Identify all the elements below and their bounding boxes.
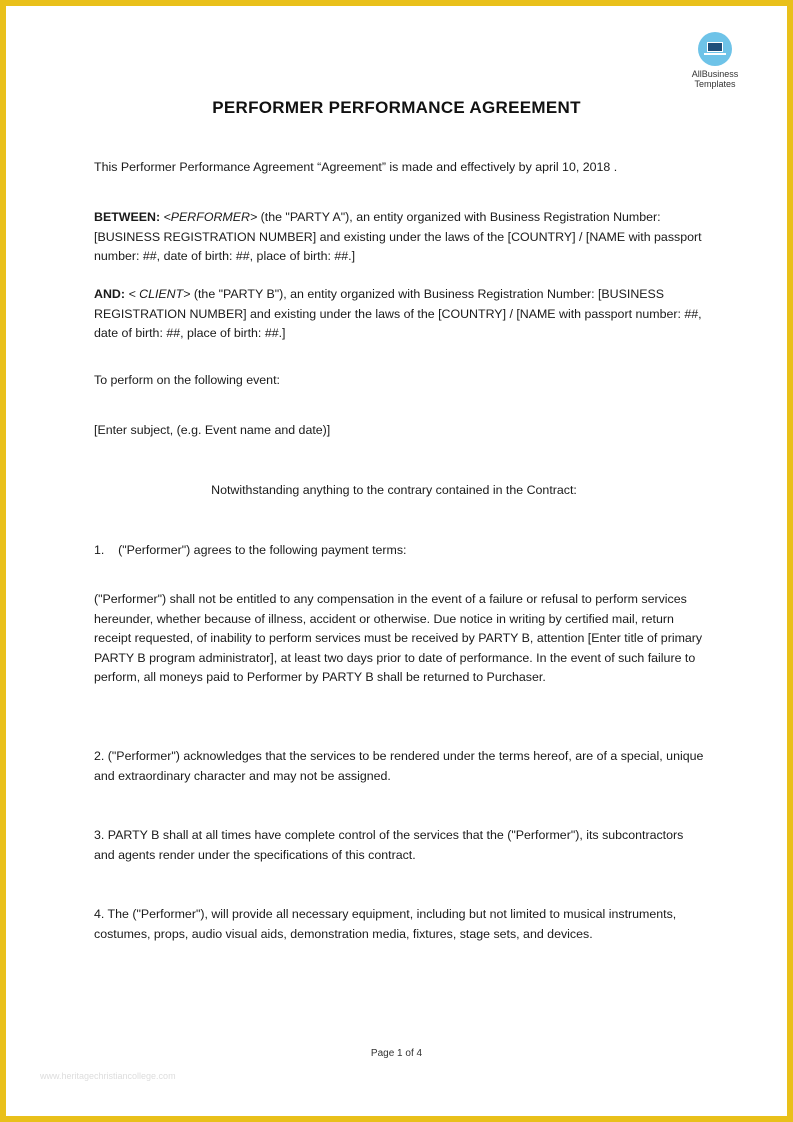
between-label: BETWEEN: (94, 210, 161, 224)
between-paragraph (94, 208, 704, 267)
logo-text (680, 69, 750, 89)
and-paragraph (94, 285, 704, 344)
clause-1-body: ("Performer") shall not be entitled to any compensation in the event of a failure or refusal to perform services hereunder, whether because of illness, accident or otherwise. Due notice in writing by certified mail, return receipt requested, of inability to perform services must be received by PARTY B, attention [Enter title of primary PARTY B program administrator], at least two days prior to date of performance. In the event of such failure to perform, all moneys paid to Performer by PARTY B shall be returned to Purchaser. (94, 592, 703, 684)
and-text: (the "PARTY B"), an entity organized with Business Registration Number: [BUSINESS REGISTRATION NUMBER] and existing under the laws of the [COUNTRY] / [NAME with passport number: ##, date of birth: ##, place of birth: ##.] (94, 287, 702, 340)
logo-line-2: Templates (694, 79, 736, 89)
document-title: PERFORMER PERFORMANCE AGREEMENT (212, 98, 581, 117)
clause-2: 2. ("Performer") acknowledges that the services to be rendered under the terms hereof, are of a special, unique and extraordinary character and may not be assigned. (94, 749, 704, 783)
between-text: (the "PARTY A"), an entity organized with Business Registration Number: [BUSINESS REGISTRATION NUMBER] and existing under the laws of the [COUNTRY] / [NAME with passport number: ##, date of birth: ##, place of birth: ##.] (94, 210, 702, 263)
clause-4: 4. The ("Performer"), will provide all necessary equipment, including but not limited to musical instruments, costumes, props, audio visual aids, demonstration media, fixtures, stage sets, and devices. (94, 907, 677, 941)
logo-line-1: AllBusiness (691, 69, 739, 79)
perform-event-text: To perform on the following event: (94, 373, 280, 387)
party-a-placeholder: <PERFORMER> (163, 210, 258, 224)
intro-paragraph: This Performer Performance Agreement “Agreement” is made and effectively by april 10, 2018 . (94, 160, 618, 174)
watermark: www.heritagechristiancollege.com (40, 1071, 176, 1081)
allbusiness-logo (680, 32, 750, 89)
laptop-icon (698, 32, 732, 66)
notwithstanding-text: Notwithstanding anything to the contrary contained in the Contract: (211, 483, 577, 497)
party-b-placeholder: < CLIENT> (128, 287, 191, 301)
clause-3: 3. PARTY B shall at all times have complete control of the services that the ("Performer"), its subcontractors and agents render under the specifications of this contract. (94, 828, 684, 862)
clause-1-heading: 1. ("Performer") agrees to the following payment terms: (94, 543, 407, 557)
subject-placeholder: [Enter subject, (e.g. Event name and date)] (94, 423, 331, 437)
and-label: AND: (94, 287, 125, 301)
page-number: Page 1 of 4 (370, 1048, 423, 1059)
